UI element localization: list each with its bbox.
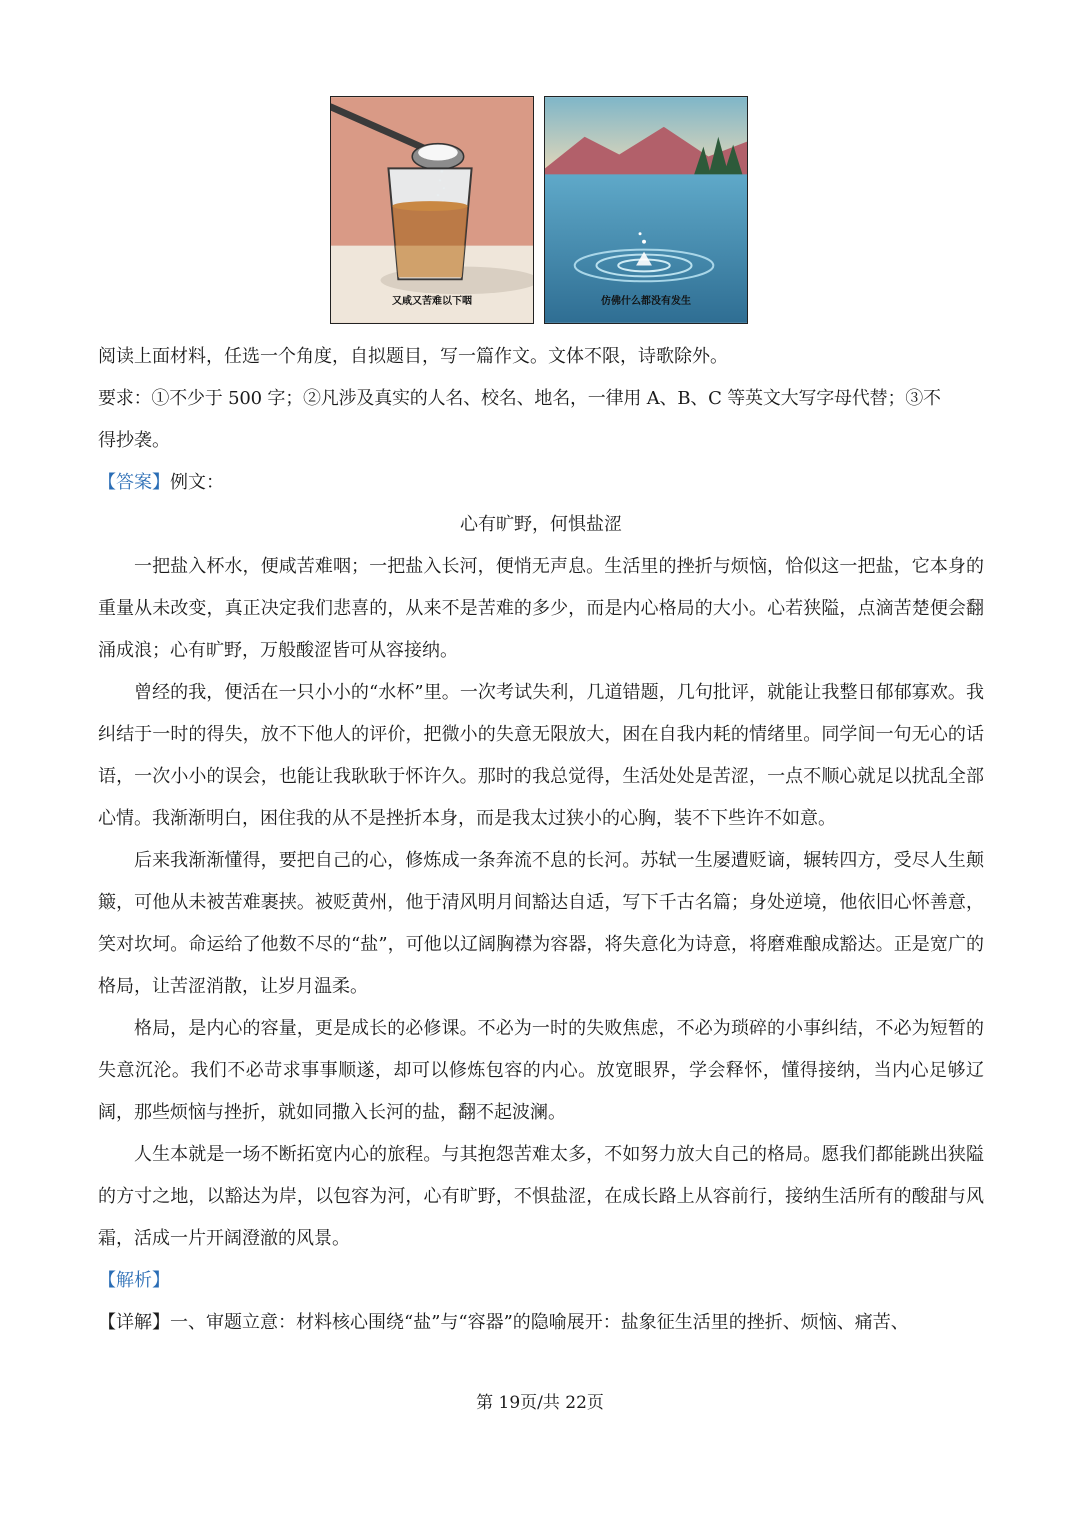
salt-in-lake-illustration bbox=[544, 96, 748, 324]
right-caption: 仿佛什么都没有发生 bbox=[601, 296, 691, 307]
prompt-instruction: 阅读上面材料，任选一个角度，自拟题目，写一篇作文。文体不限，诗歌除外。 bbox=[98, 346, 728, 367]
prompt-section bbox=[98, 336, 984, 1344]
salt-in-glass-illustration bbox=[330, 96, 534, 324]
detail-tag: 【详解】 bbox=[98, 1312, 170, 1333]
essay-paragraph: 一把盐入杯水，便咸苦难咽；一把盐入长河，便悄无声息。生活里的挫折与烦恼，恰似这一把盐，它本身的重量从未改变，真正决定我们悲喜的，从来不是苦难的多少，而是内心格局的大小。心若狭隘，点滴苦楚便会翻涌成浪；心有旷野，万般酸涩皆可从容接纳。 bbox=[98, 556, 984, 661]
prompt-requirements-line2: 得抄袭。 bbox=[98, 430, 170, 451]
detail-text: 一、审题立意：材料核心围绕“盐”与“容器”的隐喻展开：盐象征生活里的挫折、烦恼、痛苦、 bbox=[170, 1312, 909, 1333]
analysis-tag: 【解析】 bbox=[98, 1270, 170, 1291]
lake-drawing bbox=[545, 97, 747, 323]
prompt-requirements-line1: 要求：①不少于 500 字；②凡涉及真实的人名、校名、地名，一律用 A、B、C 等英文大写字母代替；③不 bbox=[98, 388, 941, 409]
answer-tag: 【答案】 bbox=[98, 472, 170, 493]
answer-heading bbox=[98, 462, 984, 504]
essay-paragraph: 曾经的我，便活在一只小小的“水杯”里。一次考试失利，几道错题，几句批评，就能让我整日郁郁寡欢。我纠结于一时的得失，放不下他人的评价，把微小的失意无限放大，困在自我内耗的情绪里。同学间一句无心的话语，一次小小的误会，也能让我耿耿于怀许久。那时的我总觉得，生活处处是苦涩，一点不顺心就足以扰乱全部心情。我渐渐明白，困住我的从不是挫折本身，而是我太过狭小的心胸，装不下些许不如意。 bbox=[98, 682, 984, 829]
analysis-detail bbox=[98, 1302, 984, 1344]
glass-drawing bbox=[331, 97, 533, 323]
material-figures bbox=[330, 96, 750, 326]
page-number: 第 19页/共 22页 bbox=[476, 1393, 604, 1413]
answer-label: 例文： bbox=[170, 472, 224, 493]
essay-title: 心有旷野，何惧盐涩 bbox=[460, 514, 622, 535]
essay-paragraph: 人生本就是一场不断拓宽内心的旅程。与其抱怨苦难太多，不如努力放大自己的格局。愿我们都能跳出狭隘的方寸之地，以豁达为岸，以包容为河，心有旷野，不惧盐涩，在成长路上从容前行，接纳生活所有的酸甜与风霜，活成一片开阔澄澈的风景。 bbox=[98, 1144, 984, 1249]
left-caption: 又咸又苦难以下咽 bbox=[392, 296, 472, 307]
essay-paragraph: 后来我渐渐懂得，要把自己的心，修炼成一条奔流不息的长河。苏轼一生屡遭贬谪，辗转四方，受尽人生颠簸，可他从未被苦难裹挟。被贬黄州，他于清风明月间豁达自适，写下千古名篇；身处逆境，他依旧心怀善意，笑对坎坷。命运给了他数不尽的“盐”，可他以辽阔胸襟为容器，将失意化为诗意，将磨难酿成豁达。正是宽广的格局，让苦涩消散，让岁月温柔。 bbox=[98, 850, 984, 997]
analysis-heading bbox=[98, 1260, 984, 1302]
essay-paragraph: 格局，是内心的容量，更是成长的必修课。不必为一时的失败焦虑，不必为琐碎的小事纠结，不必为短暂的失意沉沦。我们不必苛求事事顺遂，却可以修炼包容的内心。放宽眼界，学会释怀，懂得接纳，当内心足够辽阔，那些烦恼与挫折，就如同撒入长河的盐，翻不起波澜。 bbox=[98, 1018, 984, 1123]
